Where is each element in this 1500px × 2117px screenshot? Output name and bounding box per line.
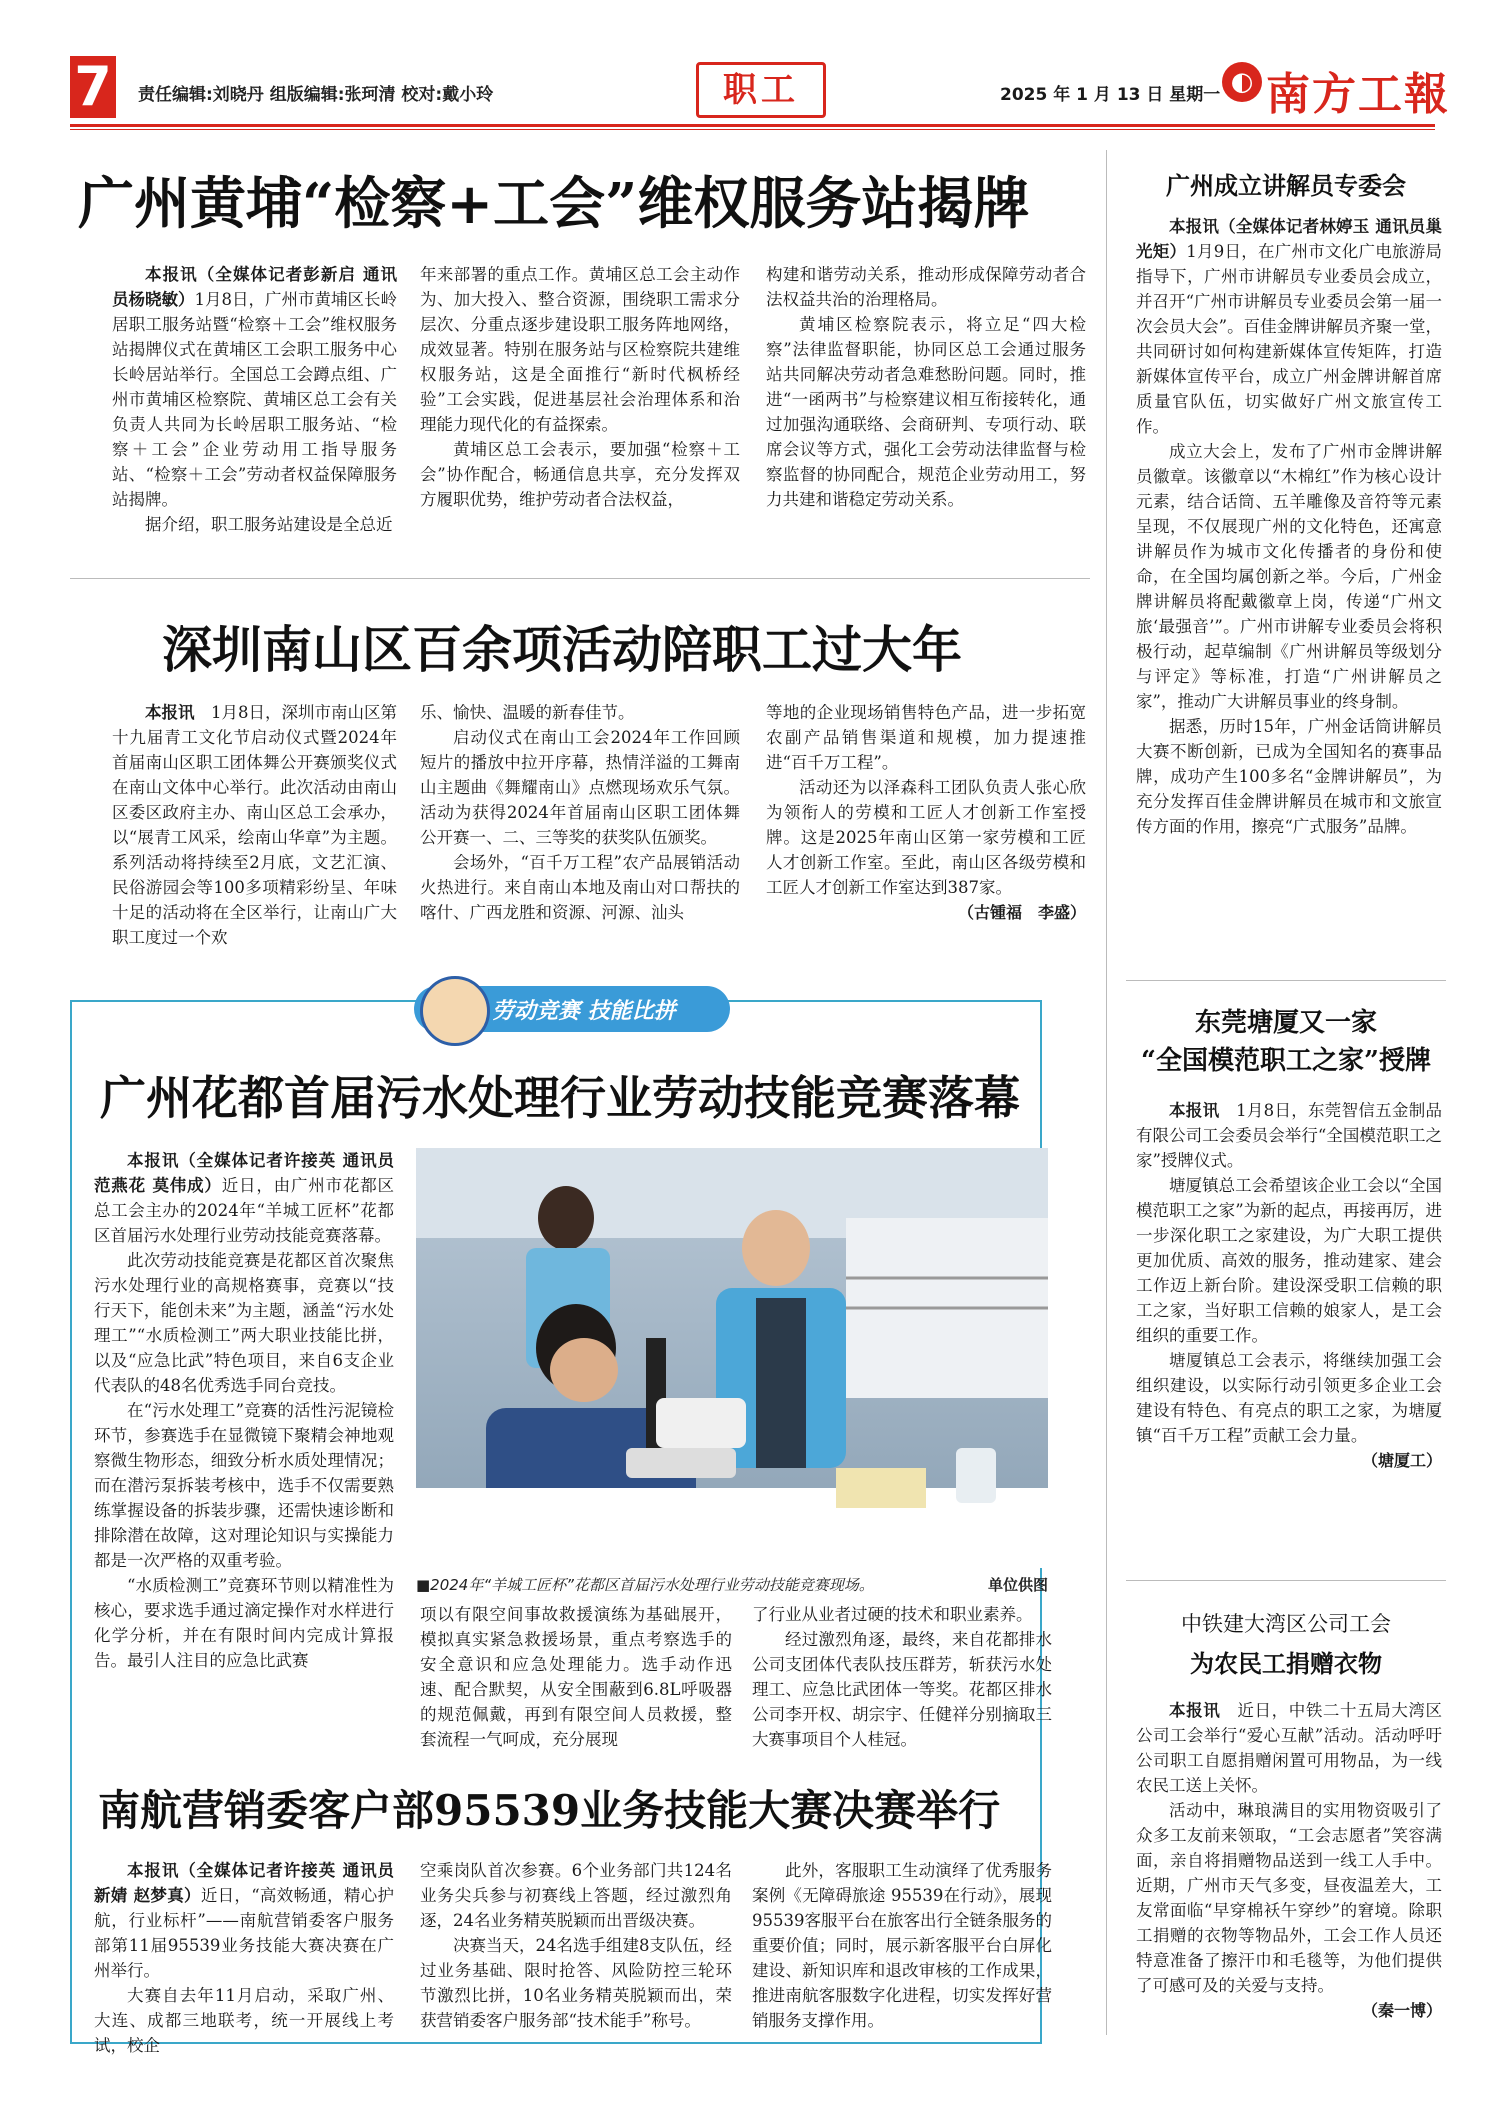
article3-para: 经过激烈角逐，最终，来自花都排水公司支团体代表队技压群芳，斩获污水处理工、应急比武团体一等奖。花都区排水公司李开权、胡宗宇、任健祥分别摘取三大赛事项目个人桂冠。 <box>752 1630 1052 1749</box>
article3-col3 <box>752 1602 1052 1752</box>
worker-mascot-icon <box>420 976 490 1046</box>
sidebar-story3-para: 活动中，琳琅满目的实用物资吸引了众多工友前来领取，“工会志愿者”笑容满面，亲自将捐赠物品送到一线工人手中。近期，广州市天气多变，昼夜温差大，工友常面临“早穿棉袄午穿纱”的窘境。除职工捐赠的衣物等物品外，工会工作人员还特意准备了擦汗巾和毛毯等，为他们提供了可感可及的关爱与支持。 <box>1136 1801 1442 1995</box>
article3-col1 <box>94 1148 394 1673</box>
header-rule-thin <box>70 129 1435 130</box>
article3-col2 <box>420 1602 732 1752</box>
page-number: 7 <box>70 56 116 118</box>
article2-para: 等地的企业现场销售特色产品，进一步拓宽农副产品销售渠道和规模，加力提速推进“百千万工程”。 <box>766 703 1086 772</box>
sidebar-story2-para: 塘厦镇总工会希望该企业工会以“全国模范职工之家”为新的起点，再接再厉，进一步深化职工之家建设，为广大职工提供更加优质、高效的服务，推动建家、建会工作迈上新台阶。建设深受职工信赖的职工之家，当好职工信赖的娘家人，是工会组织的重要工作。 <box>1136 1176 1442 1345</box>
article1-para: 年来部署的重点工作。黄埔区总工会主动作为、加大投入、整合资源，围绕职工需求分层次、分重点逐步建设职工服务阵地网络，成效显著。特别在服务站与区检察院共建维权服务站，这是全面推行“新时代枫桥经验”工会实践，促进基层社会治理体系和治理能力现代化的有益探索。 <box>420 265 740 434</box>
article2-col3 <box>766 700 1086 925</box>
article4-para: 决赛当天，24名选手组建8支队伍，经过业务基础、限时抢答、风险防控三轮环节激烈比拼，10名业务精英脱颖而出，荣获营销委客户服务部“技术能手”称号。 <box>420 1936 732 2030</box>
article4-para: 空乘岗队首次参赛。6个业务部门共124名业务尖兵参与初赛线上答题，经过激烈角逐，24名业务精英脱颖而出晋级决赛。 <box>420 1861 732 1930</box>
article4-para: 此外，客服职工生动演绎了优秀服务案例《无障碍旅途 95539在行动》，展现95539客服平台在旅客出行全链条服务的重要价值；同时，展示新客服平台白屏化建设、新知识库和退改审核的工作成果，推进南航客服数字化进程，切实发挥好营销服务支撑作用。 <box>752 1861 1052 2030</box>
competition-photo <box>416 1148 1048 1568</box>
photo-credit: 单位供图 <box>987 1576 1048 1594</box>
article1-lead: 本报讯（全媒体记者彭新启 通讯员杨晓敏） <box>112 265 397 309</box>
article2-col1 <box>112 700 397 950</box>
sidebar-story1-lead: 本报讯（全媒体记者林婷玉 通讯员巢光矩） <box>1136 217 1442 261</box>
sidebar-story2-title-line2: “全国模范职工之家”授牌 <box>1141 1046 1431 1076</box>
sidebar-story3-title-line2: 为农民工捐赠衣物 <box>1190 1649 1382 1678</box>
article3-lead: 本报讯（全媒体记者许接英 通讯员范燕花 莫伟成） <box>94 1151 394 1195</box>
article2-para: 启动仪式在南山工会2024年工作回顾短片的播放中拉开序幕，热情洋溢的工舞南山主题曲《舞耀南山》点燃现场欢乐气氛。活动为获得2024年首届南山区职工团体舞公开赛一、二、三等奖的获奖队伍颁奖。 <box>420 728 740 847</box>
article1-para: 黄埔区总工会表示，要加强“检察＋工会”协作配合，畅通信息共享，充分发挥双方履职优势，维护劳动者合法权益， <box>420 440 740 509</box>
editors-line: 责任编辑:刘晓丹 组版编辑:张珂清 校对:戴小玲 <box>138 85 494 105</box>
article3-title: 广州花都首届污水处理行业劳动技能竞赛落幕 <box>100 1071 1020 1125</box>
photo-caption-row <box>416 1574 1048 1595</box>
sidebar-story3-byline: （秦一博） <box>1361 2001 1442 2020</box>
article2-byline: （古锺福 李盛） <box>957 903 1086 922</box>
article2-col2 <box>420 700 740 925</box>
article2-para: 乐、愉快、温暖的新春佳节。 <box>420 703 635 722</box>
sidebar-story3-title-line1: 中铁建大湾区公司工会 <box>1181 1612 1391 1636</box>
article1-para: 据介绍，职工服务站建设是全总近 <box>145 515 393 534</box>
sidebar-story3-body <box>1136 1698 1442 2023</box>
article2-title: 深圳南山区百余项活动陪职工过大年 <box>162 620 962 679</box>
section-tag: 职工 <box>696 62 826 118</box>
section-banner-label: 劳动竞赛 技能比拼 <box>492 999 676 1024</box>
sidebar-story2-title <box>1126 1004 1446 1080</box>
article2-para: 1月8日，深圳市南山区第十九届青工文化节启动仪式暨2024年首届南山区职工团体舞公开赛颁奖仪式在南山文体中心举行。此次活动由南山区委区政府主办、南山区总工会承办，以“展青工风采，绘南山华章”为主题。系列活动将持续至2月底，文艺汇演、民俗游园会等100多项精彩纷呈、年味十足的活动将在全区举行，让南山广大职工度过一个欢 <box>112 703 397 947</box>
sidebar-story1-para: 据悉，历时15年，广州金话筒讲解员大赛不断创新，已成为全国知名的赛事品牌，成功产生100多名“金牌讲解员”，为充分发挥百佳金牌讲解员在城市和文旅宣传方面的作用，擦亮“广式服务”品牌。 <box>1136 717 1442 836</box>
article1-col3 <box>766 262 1086 512</box>
article3-para: 在“污水处理工”竞赛的活性污泥镜检环节，参赛选手在显微镜下聚精会神地观察微生物形态，细致分析水质处理情况；而在潜污泵拆装考核中，选手不仅需要熟练掌握设备的拆装步骤，还需快速诊断和排除潜在故障，这对理论知识与实操能力都是一次严格的双重考验。 <box>94 1401 394 1570</box>
sidebar-story2-lead: 本报讯 <box>1169 1101 1220 1120</box>
article1-col2 <box>420 262 740 512</box>
sidebar-story2-body <box>1136 1098 1442 1473</box>
article1-title: 广州黄埔“检察+工会”维权服务站揭牌 <box>78 171 1030 237</box>
photo-caption: ■2024年“羊城工匠杯”花都区首届污水处理行业劳动技能竞赛现场。 <box>416 1576 874 1594</box>
sidebar-story1-para: 成立大会上，发布了广州市金牌讲解员徽章。该徽章以“木棉红”作为核心设计元素，结合话筒、五羊雕像及音符等元素呈现，不仅展现广州的文化特色，还寓意讲解员作为城市文化传播者的身份和使命，在全国均属创新之举。今后，广州金牌讲解员将配戴徽章上岗，传递“广州文旅‘最强音’”。广州市讲解专业委员会将积极行动，起草编制《广州讲解员等级划分与评定》等标准，打造“广州讲解员之家”，推动广大讲解员事业的终身制。 <box>1136 442 1442 711</box>
sidebar-divider-2 <box>1126 1580 1446 1581</box>
sidebar-story2-para: 塘厦镇总工会表示，将继续加强工会组织建设，以实际行动引领更多企业工会建设有特色、有亮点的职工之家，为塘厦镇“百千万工程”贡献工会力量。 <box>1136 1351 1442 1445</box>
sidebar-story3-para: 近日，中铁二十五局大湾区公司工会举行“爱心互献”活动。活动呼吁公司职工自愿捐赠闲置可用物品，为一线农民工送上关怀。 <box>1136 1701 1443 1795</box>
article2-lead: 本报讯 <box>145 703 195 722</box>
sidebar-divider-1 <box>1126 980 1446 981</box>
article4-col3 <box>752 1858 1052 2033</box>
article3-para: “水质检测工”竞赛环节则以精准性为核心，要求选手通过滴定操作对水样进行化学分析，并在有限时间内完成计算报告。最引人注目的应急比武赛 <box>94 1576 394 1670</box>
article1-col1 <box>112 262 397 537</box>
sidebar-story3-title <box>1126 1604 1446 1684</box>
sidebar-story1-title: 广州成立讲解员专委会 <box>1166 171 1406 200</box>
sidebar-story2-title-line1: 东莞塘厦又一家 <box>1194 1008 1377 1038</box>
article3-para: 近日，由广州市花都区总工会主办的2024年“羊城工匠杯”花都区首届污水处理行业劳动技能竞赛落幕。 <box>94 1176 394 1245</box>
sidebar-story2-byline: （塘厦工） <box>1361 1451 1442 1470</box>
sidebar-story1-body <box>1136 214 1442 839</box>
sidebar-story2-para: 1月8日，东莞智信五金制品有限公司工会委员会举行“全国模范职工之家”授牌仪式。 <box>1136 1101 1442 1170</box>
competition-photo-illustration <box>416 1148 1048 1568</box>
article1-para: 1月8日，广州市黄埔区长岭居职工服务站暨“检察＋工会”维权服务站揭牌仪式在黄埔区工会职工服务中心长岭居站举行。全国总工会蹲点组、广州市黄埔区检察院、黄埔区总工会有关负责人共同为长岭居职工服务站、“检察＋工会”企业劳动用工指导服务站、“检察＋工会”劳动者权益保障服务站揭牌。 <box>112 290 397 509</box>
article4-col1 <box>94 1858 394 2058</box>
sidebar-story1-para: 1月9日，在广州市文化广电旅游局指导下，广州市讲解员专业委员会成立，并召开“广州市讲解员专业委员会第一届一次会员大会”。百佳金牌讲解员齐聚一堂，共同研讨如何构建新媒体宣传矩阵，打造新媒体宣传平台，成立广州金牌讲解首席质量官队伍，切实做好广州文旅宣传工作。 <box>1136 242 1442 436</box>
article4-col2 <box>420 1858 732 2033</box>
newspaper-logo: 南方工報 <box>1266 69 1450 120</box>
article1-para: 构建和谐劳动关系，推动形成保障劳动者合法权益共治的治理格局。 <box>766 265 1086 309</box>
article4-para: 近日，“高效畅通，精心护航，行业标杆”——南航营销委客户服务部第11届95539业务技能大赛决赛在广州举行。 <box>94 1886 394 1980</box>
article1-para: 黄埔区检察院表示，将立足“四大检察”法律监督职能，协同区总工会通过服务站共同解决劳动者急难愁盼问题。同时，推进“一函两书”与检察建议相互衔接转化，通过加强沟通联络、会商研判、专项行动、联席会议等方式，强化工会劳动法律监督与检察监督的协同配合，规范企业劳动用工，努力共建和谐稳定劳动关系。 <box>766 315 1086 509</box>
article3-para: 此次劳动技能竞赛是花都区首次聚焦污水处理行业的高规格赛事，竞赛以“技行天下，能创未来”为主题，涵盖“污水处理工”“水质检测工”两大职业技能比拼，以及“应急比武”特色项目，来自6支企业代表队的48名优秀选手同台竞技。 <box>94 1251 394 1395</box>
article3-para: 项以有限空间事故救援演练为基础展开，模拟真实紧急救援场景，重点考察选手的安全意识和应急处理能力。选手动作迅速、配合默契，从安全围蔽到6.8L呼吸器的规范佩戴，再到有限空间人员救援，整套流程一气呵成，充分展现 <box>420 1605 732 1749</box>
sidebar-divider <box>1106 150 1107 2035</box>
newspaper-logo-icon: ◐ <box>1222 62 1262 102</box>
article3-para: 了行业从业者过硬的技术和职业素养。 <box>752 1605 1033 1624</box>
article4-lead: 本报讯（全媒体记者许接英 通讯员新婧 赵梦真） <box>94 1861 394 1905</box>
article4-para: 大赛自去年11月启动，采取广州、大连、成都三地联考，统一开展线上考试，校企 <box>94 1986 394 2055</box>
sidebar-story3-lead: 本报讯 <box>1169 1701 1221 1720</box>
article-divider <box>70 578 1090 579</box>
header-rule <box>70 124 1435 127</box>
issue-date: 2025 年 1 月 13 日 星期一 <box>1000 85 1221 105</box>
article4-title: 南航营销委客户部95539业务技能大赛决赛举行 <box>98 1786 1001 1835</box>
article2-para: 活动还为以泽森科工团队负责人张心欣为领衔人的劳模和工匠人才创新工作室授牌。这是2025年南山区第一家劳模和工匠人才创新工作室。至此，南山区各级劳模和工匠人才创新工作室达到387家。 <box>766 778 1086 897</box>
article2-para: 会场外，“百千万工程”农产品展销活动火热进行。来自南山本地及南山对口帮扶的喀什、广西龙胜和资源、河源、汕头 <box>420 853 740 922</box>
